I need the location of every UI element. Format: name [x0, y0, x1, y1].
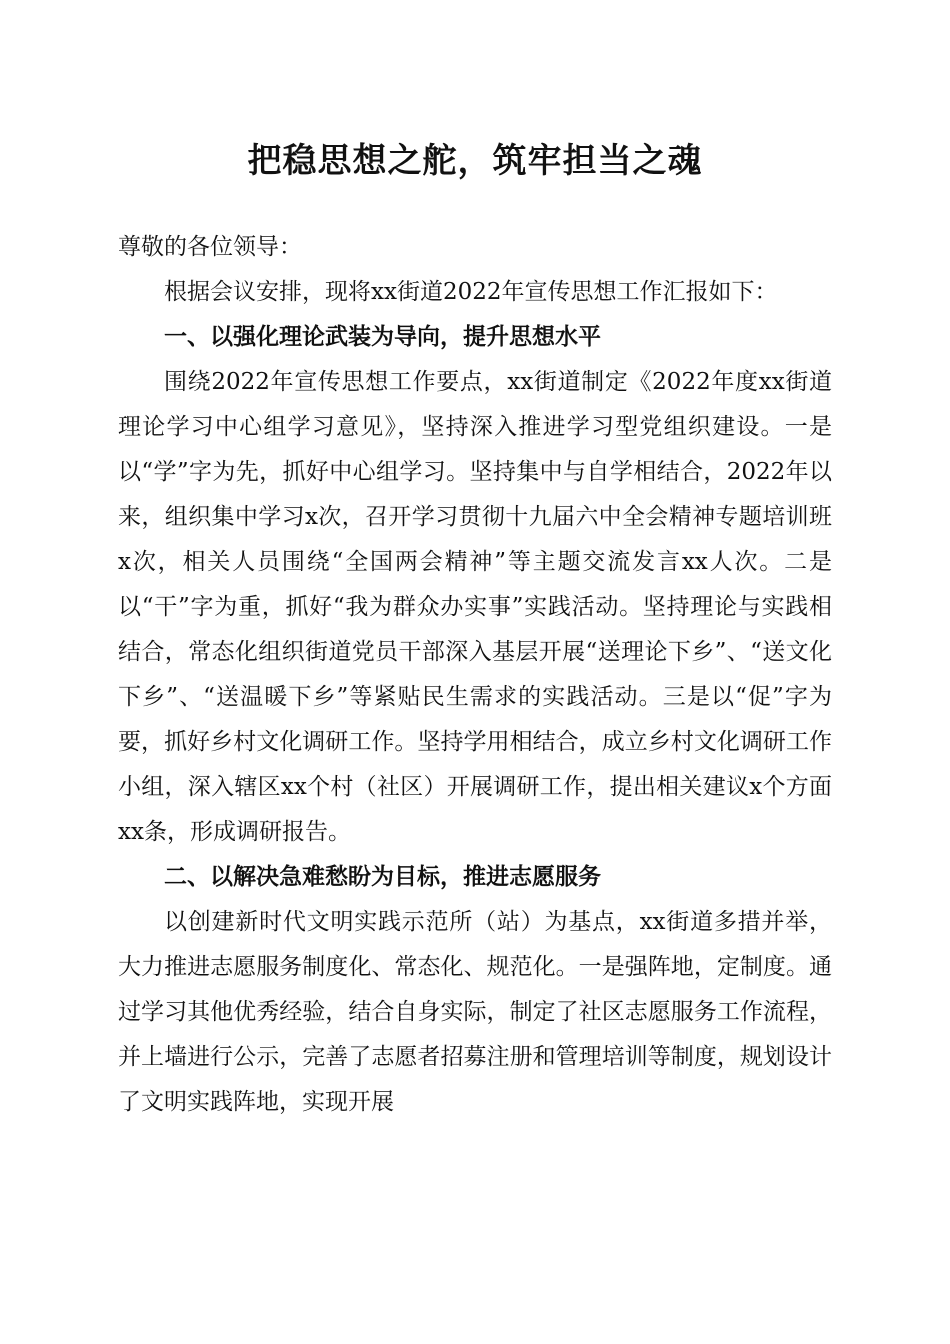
section-2-heading: 二、以解决急难愁盼为目标，推进志愿服务	[164, 864, 601, 890]
section-1-heading: 一、以强化理论武装为导向，提升思想水平	[164, 324, 601, 350]
section-2-paragraph: 以创建新时代文明实践示范所（站）为基点，xx街道多措并举，大力推进志愿服务制度化、常态化、规范化。一是强阵地，定制度。通过学习其他优秀经验，结合自身实际，制定了社区志愿服务工作流程，并上墙进行公示，完善了志愿者招募注册和管理培训等制度，规划设计了文明实践阵地，实现开展	[118, 909, 832, 1115]
document-title: 把稳思想之舵，筑牢担当之魂	[247, 141, 703, 181]
document-body	[118, 225, 832, 1125]
salutation: 尊敬的各位领导：	[118, 234, 302, 260]
intro-paragraph: 根据会议安排，现将xx街道2022年宣传思想工作汇报如下：	[164, 279, 778, 305]
section-1-paragraph: 围绕2022年宣传思想工作要点，xx街道制定《2022年度xx街道理论学习中心组学习意见》，坚持深入推进学习型党组织建设。一是以“学”字为先，抓好中心组学习。坚持集中与自学相结合，2022年以来，组织集中学习x次，召开学习贯彻十九届六中全会精神专题培训班x次，相关人员围绕“全国两会精神”等主题交流发言xx人次。二是以“干”字为重，抓好“我为群众办实事”实践活动。坚持理论与实践相结合，常态化组织街道党员干部深入基层开展“送理论下乡”、“送文化下乡”、“送温暖下乡”等紧贴民生需求的实践活动。三是以“促”字为要，抓好乡村文化调研工作。坚持学用相结合，成立乡村文化调研工作小组，深入辖区xx个村（社区）开展调研工作，提出相关建议x个方面xx条，形成调研报告。	[118, 369, 832, 845]
